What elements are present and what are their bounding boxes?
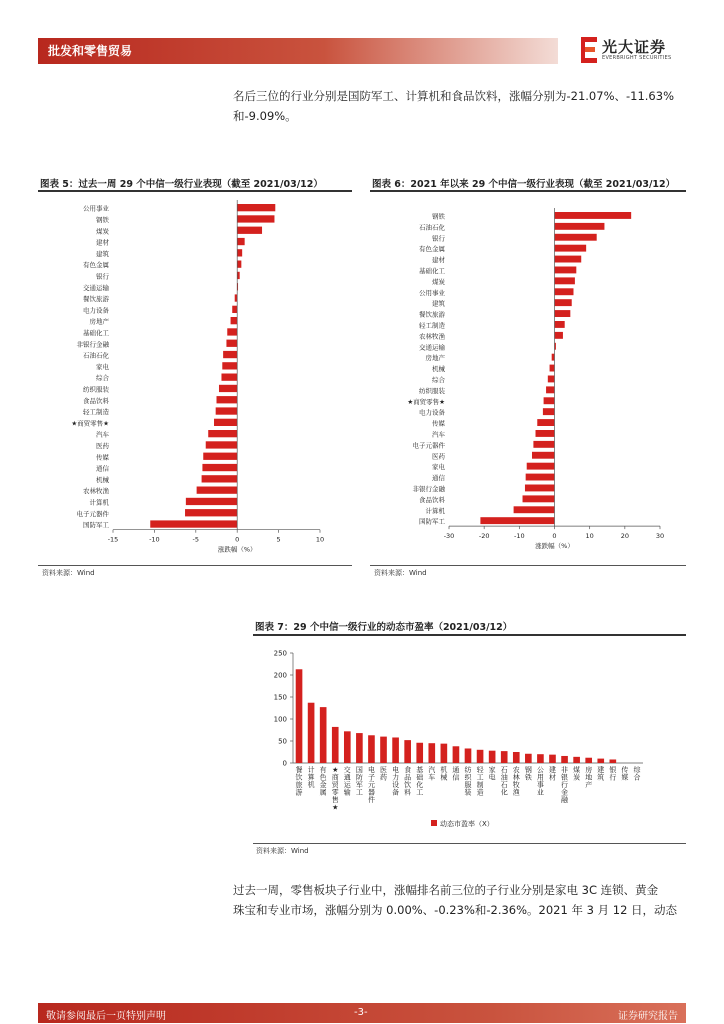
category-label: 钢铁: [432, 212, 445, 221]
category-label: 有色金属: [419, 245, 445, 254]
category-label: 房地产: [585, 766, 593, 789]
x-tick-label: -15: [107, 535, 119, 544]
category-label: 煤炭: [96, 227, 109, 236]
category-label: 非银行金融: [76, 340, 109, 349]
category-label: 国防军工: [355, 766, 363, 797]
bar: [555, 321, 565, 328]
legend-label: 动态市盈率（X）: [440, 820, 494, 828]
x-tick-label: -10: [149, 535, 160, 544]
category-label: 农林牧渔: [83, 487, 109, 496]
bar: [480, 517, 554, 524]
category-label: 餐饮旅游: [83, 295, 109, 304]
bar: [237, 227, 262, 234]
category-label: 农林牧渔: [419, 332, 445, 341]
category-label: 交通运输: [419, 343, 445, 352]
bar: [416, 743, 423, 763]
section-header-bar: [38, 38, 558, 64]
bar: [555, 267, 577, 274]
bar: [550, 365, 555, 372]
bar: [237, 261, 241, 268]
category-label: 国防军工: [83, 521, 109, 530]
category-label: 电力设备: [419, 408, 445, 417]
paragraph-retail-line-1: 过去一周，零售板块子行业中，涨幅排名前三位的子行业分别是家电 3C 连锁、黄金: [233, 883, 659, 897]
logo-icon: [580, 36, 598, 64]
company-logo: [580, 36, 690, 66]
bar: [237, 204, 275, 211]
y-tick-label: 250: [273, 649, 287, 658]
bar: [237, 272, 239, 279]
logo-name: 光大证券: [602, 38, 667, 56]
bar: [197, 487, 238, 494]
bar: [235, 294, 237, 301]
bar: [585, 758, 592, 763]
category-label: 传媒: [621, 766, 629, 782]
category-label: 建筑: [432, 299, 445, 308]
category-label: 食品饮料: [83, 396, 109, 405]
category-label: 电子元器件: [76, 509, 109, 518]
y-tick-label: 100: [273, 715, 287, 724]
category-label: 轻工制造: [83, 408, 109, 417]
bar: [555, 299, 572, 306]
bar: [227, 328, 237, 335]
paragraph-intro-line-2: 和-9.09%。: [233, 109, 297, 123]
category-label: 建材: [432, 256, 445, 265]
figure-5-chart: [38, 194, 354, 562]
category-label: 石油石化: [83, 351, 109, 360]
footer-report-type: 证券研究报告: [618, 1011, 678, 1022]
x-tick-label: -30: [443, 532, 455, 541]
bar: [537, 419, 554, 426]
category-label: 石油石化: [500, 766, 508, 797]
category-label: 机械: [432, 365, 445, 374]
bar: [561, 756, 568, 763]
x-tick-label: 0: [235, 535, 240, 544]
category-label: ★商贸零售★: [331, 766, 339, 812]
category-label: 电力设备: [83, 306, 109, 315]
category-label: 食品饮料: [404, 766, 412, 797]
bar: [150, 520, 237, 527]
category-label: 通信: [96, 464, 109, 473]
category-label: 家电: [96, 362, 109, 371]
bar: [202, 464, 237, 471]
bar: [525, 754, 532, 763]
category-label: 医药: [432, 452, 445, 461]
figure-6-title: 图表 6：2021 年以来 29 个中信一级行业表现（截至 2021/03/12）: [372, 179, 676, 190]
x-tick-label: 10: [315, 535, 325, 544]
category-label: 电子元器件: [367, 766, 375, 804]
bar: [525, 485, 555, 492]
category-label: 公用事业: [536, 766, 544, 797]
bar: [526, 474, 555, 481]
category-label: 传媒: [96, 453, 109, 462]
bar: [392, 737, 399, 763]
category-label: 计算机: [425, 506, 445, 515]
category-label: 汽车: [432, 430, 445, 439]
legend-swatch: [431, 820, 437, 826]
bar: [555, 332, 563, 339]
category-label: 通信: [432, 474, 445, 483]
bar: [532, 452, 555, 459]
bar: [404, 740, 411, 763]
category-label: 农林牧渔: [512, 766, 520, 797]
category-label: 汽车: [428, 766, 436, 782]
bar: [356, 733, 363, 763]
bar: [546, 386, 554, 393]
bar: [555, 212, 632, 219]
y-tick-label: 50: [278, 737, 287, 746]
bar: [477, 750, 484, 763]
figure-7-title: 图表 7：29 个中信一级行业的动态市盈率（2021/03/12）: [255, 622, 513, 633]
y-tick-label: 0: [282, 759, 287, 768]
bar: [185, 509, 237, 516]
category-label: 公用事业: [419, 288, 445, 297]
bar: [206, 441, 237, 448]
figure-5-title: 图表 5：过去一周 29 个中信一级行业表现（截至 2021/03/12）: [40, 179, 323, 190]
bar: [555, 277, 575, 284]
category-label: 基础化工: [83, 328, 109, 337]
bar: [537, 754, 544, 763]
x-tick-label: 20: [620, 532, 629, 541]
figure-5-bottom-rule: [38, 565, 352, 566]
bar: [380, 737, 387, 763]
category-label: ★商贸零售★: [71, 419, 109, 428]
x-tick-label: 5: [276, 535, 281, 544]
category-label: 银行: [609, 766, 617, 782]
bar: [221, 374, 237, 381]
figure-7-bottom-rule: [253, 843, 686, 844]
category-label: 综合: [96, 374, 109, 383]
bar: [552, 354, 555, 361]
bar: [555, 310, 571, 317]
x-tick-label: -5: [192, 535, 200, 544]
category-label: 轻工制造: [476, 766, 484, 797]
figure-7-chart: [253, 638, 687, 838]
category-label: 传媒: [432, 419, 445, 428]
footer-bar: [38, 1003, 686, 1023]
x-tick-label: -20: [478, 532, 490, 541]
bar: [527, 463, 555, 470]
x-tick-label: 0: [552, 532, 557, 541]
y-tick-label: 200: [273, 671, 287, 680]
paragraph-retail: [233, 880, 685, 920]
category-label: 家电: [432, 463, 445, 472]
bar: [523, 495, 555, 502]
bar: [216, 407, 238, 414]
category-label: 建筑: [96, 249, 109, 258]
bar: [441, 744, 448, 763]
category-label: 计算机: [89, 498, 109, 507]
category-label: 基础化工: [416, 766, 424, 797]
paragraph-retail-line-2: 珠宝和专业市场，涨幅分别为 0.00%、-0.23%和-2.36%。2021 年 3 月 12 日，动态: [233, 903, 678, 917]
figure-6-bottom-rule: [370, 565, 686, 566]
bar: [332, 727, 339, 763]
bar: [549, 755, 556, 763]
bar: [368, 735, 375, 763]
paragraph-intro: [233, 86, 685, 126]
bar: [428, 743, 435, 763]
bar: [217, 396, 238, 403]
bar: [237, 249, 242, 256]
category-label: ★商贸零售★: [407, 397, 445, 406]
category-label: 计算机: [307, 766, 315, 789]
bar: [597, 759, 604, 763]
category-label: 公用事业: [83, 204, 109, 213]
bar: [208, 430, 237, 437]
bar: [555, 245, 587, 252]
category-label: 有色金属: [83, 261, 109, 270]
category-label: 钢铁: [96, 215, 109, 224]
category-label: 建筑: [597, 766, 605, 782]
bar: [501, 751, 508, 763]
category-label: 通信: [452, 766, 460, 782]
bar: [226, 340, 237, 347]
category-label: 石油石化: [419, 223, 445, 232]
figure-5-top-rule: [38, 190, 352, 192]
category-label: 餐饮旅游: [295, 766, 303, 797]
bar: [465, 748, 472, 763]
category-label: 有色金属: [319, 766, 327, 797]
figure-7-source: 资料来源：Wind: [256, 847, 309, 855]
bar: [489, 751, 496, 763]
figure-6-top-rule: [370, 190, 686, 192]
category-label: 交通运输: [83, 283, 109, 292]
bar: [453, 746, 460, 763]
category-label: 银行: [432, 234, 445, 243]
bar: [214, 419, 237, 426]
bar: [203, 453, 237, 460]
figure-6-chart: [370, 194, 688, 562]
bar: [555, 288, 574, 295]
bar: [202, 475, 238, 482]
bar: [536, 430, 555, 437]
x-axis-label: 涨跌幅（%）: [535, 542, 574, 551]
bar: [344, 731, 351, 763]
category-label: 综合: [432, 375, 445, 384]
bar: [308, 703, 315, 763]
footer-disclaimer: 敬请参阅最后一页特别声明: [46, 1011, 166, 1022]
bar: [186, 498, 237, 505]
category-label: 银行: [96, 272, 109, 281]
bar: [555, 256, 582, 263]
bar: [555, 223, 605, 230]
category-label: 房地产: [425, 354, 445, 363]
category-label: 医药: [380, 766, 388, 782]
bar: [237, 238, 244, 245]
category-label: 机械: [440, 766, 448, 782]
category-label: 机械: [96, 475, 109, 484]
category-label: 煤炭: [432, 277, 445, 286]
bar: [544, 397, 555, 404]
page-number: -3-: [354, 1007, 368, 1018]
bar: [219, 385, 237, 392]
bar: [320, 707, 327, 763]
logo-english-name: EVERBRIGHT SECURITIES: [602, 55, 672, 61]
category-label: 建材: [548, 766, 556, 782]
category-label: 非银行金融: [412, 484, 445, 493]
bar: [555, 234, 597, 241]
section-title: 批发和零售贸易: [48, 44, 133, 58]
category-label: 餐饮旅游: [419, 310, 445, 319]
category-label: 非银行金融: [561, 766, 569, 804]
category-label: 建材: [96, 238, 109, 247]
bar: [573, 757, 580, 763]
bar: [296, 669, 303, 763]
figure-7-top-rule: [253, 634, 686, 636]
category-label: 综合: [633, 766, 641, 782]
category-label: 国防军工: [419, 517, 445, 526]
bar: [533, 441, 554, 448]
category-label: 医药: [96, 441, 109, 450]
category-label: 纺织服装: [464, 766, 472, 797]
category-label: 钢铁: [524, 766, 532, 782]
x-axis-label: 涨跌幅（%）: [217, 545, 257, 554]
x-tick-label: -10: [514, 532, 525, 541]
category-label: 电子元器件: [412, 441, 445, 450]
category-label: 纺织服装: [419, 386, 445, 395]
category-label: 纺织服装: [83, 385, 109, 394]
category-label: 煤炭: [573, 766, 581, 782]
category-label: 汽车: [96, 430, 109, 439]
category-label: 家电: [488, 766, 496, 782]
category-label: 房地产: [89, 317, 109, 326]
bar: [223, 351, 237, 358]
x-tick-label: 10: [585, 532, 594, 541]
figure-6-source: 资料来源：Wind: [374, 569, 427, 577]
bar: [513, 752, 520, 763]
category-label: 基础化工: [419, 266, 445, 275]
category-label: 食品饮料: [419, 495, 445, 504]
y-tick-label: 150: [273, 693, 287, 702]
bar: [237, 215, 274, 222]
bar: [514, 506, 555, 513]
category-label: 轻工制造: [419, 321, 445, 330]
paragraph-intro-line-1: 名后三位的行业分别是国防军工、计算机和食品饮料，涨幅分别为-21.07%、-11.63%: [233, 89, 674, 103]
bar: [222, 362, 237, 369]
bar: [543, 408, 555, 415]
bar: [231, 317, 238, 324]
figure-5-source: 资料来源：Wind: [42, 569, 95, 577]
bar: [548, 376, 555, 383]
category-label: 交通运输: [343, 766, 351, 797]
bar: [610, 759, 617, 763]
bar: [232, 306, 237, 313]
x-tick-label: 30: [655, 532, 665, 541]
category-label: 电力设备: [392, 766, 400, 797]
